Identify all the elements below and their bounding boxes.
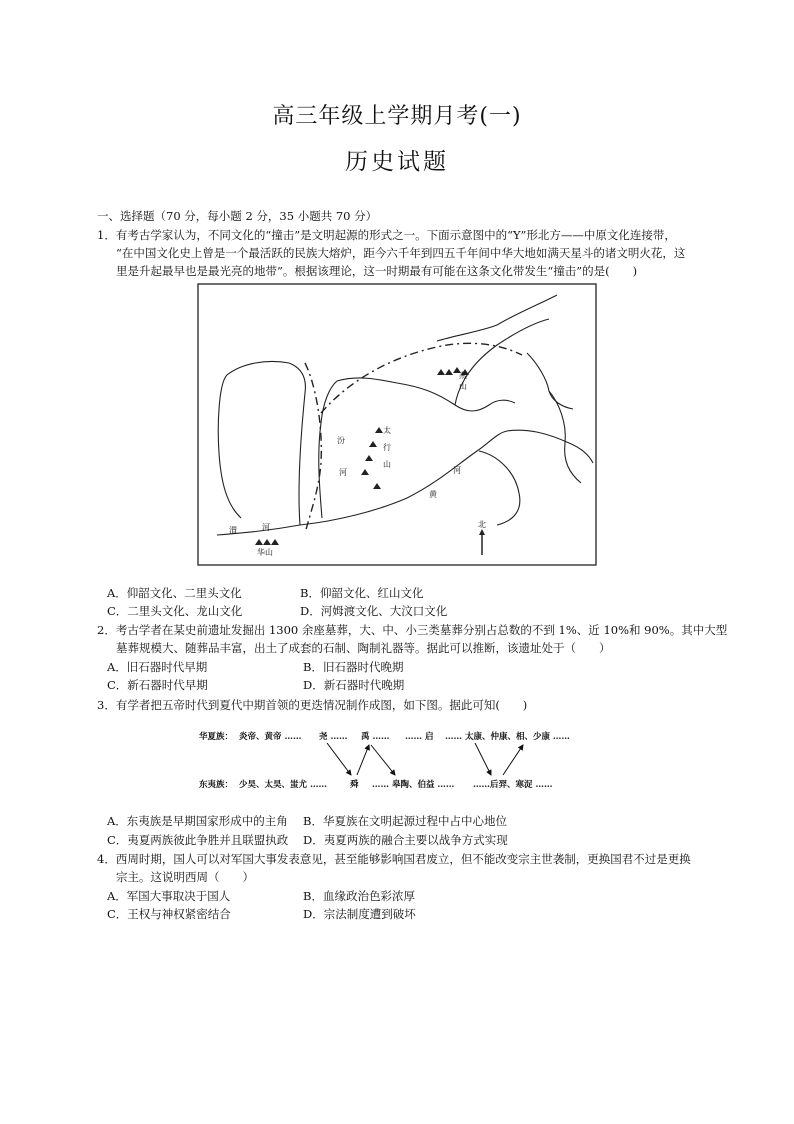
q1-option-d: D．河姆渡文化、大汶口文化 (300, 604, 448, 618)
q1-stem-line-3: 里是升起最早也是最光亮的地带”。根据该理论，这一时期最有可能在这条文化带发生“撞击”的是( ) (116, 264, 638, 278)
huaxia-taikang: …… 太康、仲康、相、少康 …… (445, 732, 570, 742)
culture-belt-map (197, 283, 597, 566)
succession-chart (197, 725, 607, 795)
map-label-fen-1: 汾 (337, 436, 345, 445)
q4-option-c: C．王权与神权紧密结合 (107, 907, 231, 921)
q4-stem-line-1: 4．西周时期，国人可以对军国大事发表意见，甚至能够影响国君废立，但不能改变宗主世袭制，更换国君不过是更换 (97, 852, 691, 866)
huaxia-label: 华夏族： (199, 732, 234, 742)
q3-stem-line-1: 3．有学者把五帝时代到夏代中期首领的更迭情况制作成图，如下图。据此可知( ) (97, 698, 528, 712)
section-heading: 一、选择题（70 分，每小题 2 分，35 小题共 70 分） (97, 209, 378, 223)
q2-option-d: D．新石器时代晚期 (303, 678, 405, 692)
q1-stem-line-2: “在中国文化史上曾是一个最活跃的民族大熔炉，距今六千年到四五千年间中华大地如满天星斗的诸文明火花，这 (116, 246, 686, 260)
q1-option-b: B．仰韶文化、红山文化 (300, 586, 424, 600)
map-label-wei-2: 河 (262, 523, 270, 532)
huaxia-yu: 禹 …… (361, 732, 390, 742)
huaxia-yao: 尧 …… (319, 732, 348, 742)
map-label-huang-2: 河 (453, 466, 461, 475)
q2-stem-line-1: 2．考古学者在某史前遗址发掘出 1300 余座墓葬，大、中、小三类墓葬分别占总数的不到 1%、近 10%和 90%。其中大型 (97, 623, 728, 637)
dongyi-label: 东夷族： (199, 780, 234, 790)
map-label-wei-1: 渭 (229, 526, 237, 535)
dongyi-shun: 舜 (350, 780, 359, 790)
q1-option-c: C．二里头文化、龙山文化 (107, 604, 243, 618)
dongyi-shaohao: 少昊、太昊、蚩尤 …… (239, 780, 327, 790)
q3-option-c: C．夷夏两族彼此争胜并且联盟执政 (107, 833, 289, 847)
map-label-taihang-3: 山 (383, 460, 391, 469)
map-label-yan-2: 山 (459, 382, 467, 391)
q4-option-b: B．血缘政治色彩浓厚 (303, 889, 415, 903)
map-label-fen-2: 河 (339, 468, 347, 477)
huaxia-yan-huang: 炎帝、黄帝 …… (239, 732, 302, 742)
q3-option-b: B．华夏族在文明起源过程中占中心地位 (303, 814, 507, 828)
q4-option-d: D．宗法制度遭到破坏 (303, 907, 416, 921)
q1-stem-line-1: 1．有考古学家认为，不同文化的“撞击”是文明起源的形式之一。下面示意图中的“Y”形北方——中原文化连接带， (97, 228, 676, 242)
map-label-north: 北 (478, 520, 486, 529)
q2-option-c: C．新石器时代早期 (107, 678, 208, 692)
q2-option-b: B．旧石器时代晚期 (303, 660, 404, 674)
map-label-taihang-2: 行 (383, 443, 391, 452)
map-label-yan-1: 燕 (459, 371, 467, 380)
q2-option-a: A．旧石器时代早期 (107, 660, 208, 674)
q1-option-a: A．仰韶文化、二里头文化 (107, 586, 242, 600)
q2-stem-line-2: 墓葬规模大、随葬品丰富，出土了成套的石制、陶制礼器等。据此可以推断，该遗址处于（ ） (116, 641, 611, 655)
q4-option-a: A．军国大事取决于国人 (107, 889, 231, 903)
q3-option-a: A．东夷族是早期国家形成中的主角 (107, 814, 288, 828)
page-title: 高三年级上学期月考(一) (272, 104, 522, 129)
q3-option-d: D．夷夏两族的融合主要以战争方式实现 (303, 833, 508, 847)
dongyi-gaoyao: …… 皋陶、伯益 …… (372, 780, 455, 790)
q4-stem-line-2: 宗主。这说明西周（ ） (116, 870, 254, 884)
dongyi-houyi: ……后羿、寒浞 …… (473, 780, 553, 790)
map-label-hua-shan: 华山 (257, 548, 273, 557)
page-subtitle: 历史试题 (345, 149, 449, 175)
succession-arrows (327, 743, 523, 775)
huaxia-qi: …… 启 (405, 732, 434, 742)
map-label-taihang-1: 太 (383, 426, 391, 435)
map-label-huang-1: 黄 (429, 490, 437, 499)
